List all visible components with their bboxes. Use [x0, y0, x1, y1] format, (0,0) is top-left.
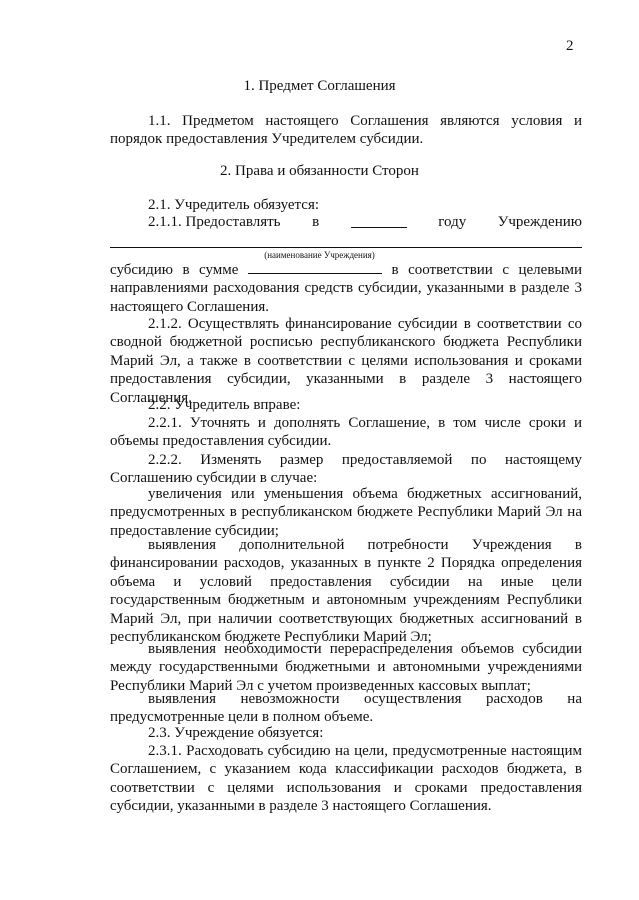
- paragraph-2-1: 2.1. Учредитель обязуется:: [148, 197, 320, 213]
- paragraph-2-2-2: 2.2.2. Изменять размер предоставляемой по настоящему Соглашению субсидии в случае:: [110, 452, 582, 487]
- paragraph-2-1-1-text-a: 2.1.1. Предоставлять: [148, 214, 281, 230]
- paragraph-2-1-1-line: [148, 214, 582, 231]
- year-blank: [351, 214, 407, 228]
- paragraph-2-1-1-text-b: в: [312, 214, 320, 230]
- paragraph-2-2: 2.2. Учредитель вправе:: [148, 397, 301, 413]
- section-1-heading: 1. Предмет Соглашения: [243, 78, 396, 94]
- sum-label: субсидию в сумме: [110, 262, 239, 278]
- paragraph-case-1: увеличения или уменьшения объема бюджетных ассигнований, предусмотренных в республиканском бюджете Республики Марий Эл на предоставление субсидии;: [110, 486, 582, 539]
- paragraph-2-2-1: 2.2.1. Уточнять и дополнять Соглашение, в том числе сроки и объемы предоставления субсидии.: [110, 415, 582, 450]
- paragraph-case-2: выявления дополнительной потребности Учреждения в финансировании расходов, указанных в пункте 2 Порядка определения объема и условий предоставления субсидии на иные цели государственным бюджетным и автономным учреждениям Республики Марий Эл, при наличии соответствующих бюджетных ассигнований в республиканском бюджете Республики Марий Эл;: [110, 537, 582, 646]
- paragraph-1-1: 1.1. Предметом настоящего Соглашения являются условия и порядок предоставления Учредителем субсидии.: [110, 113, 582, 148]
- paragraph-2-1-2: 2.1.2. Осуществлять финансирование субсидии в соответствии со сводной бюджетной росписью республиканского бюджета Республики Марий Эл, а также в соответствии с целями использования и сроками предоставления субсидии, указанными в разделе 3 настоящего Соглашения.: [110, 316, 582, 406]
- paragraph-2-3: 2.3. Учреждение обязуется:: [148, 725, 324, 741]
- paragraph-case-3: выявления необходимости перераспределения объемов субсидии между государственными бюджетными и автономными учреждениями Республики Марий Эл с учетом произведенных кассовых выплат;: [110, 641, 582, 694]
- page-number: 2: [566, 38, 574, 54]
- institution-name-rule: [110, 247, 582, 248]
- paragraph-2-3-1: 2.3.1. Расходовать субсидию на цели, предусмотренные настоящим Соглашением, с указанием кода классификации расходов бюджета, в соответствии с целями использования и сроками предоставления субсидии, указанными в разделе 3 настоящего Соглашения.: [110, 743, 582, 815]
- sum-blank: [248, 260, 382, 274]
- paragraph-2-1-1-text-d: Учреждению: [497, 214, 582, 230]
- institution-name-caption: (наименование Учреждения): [264, 250, 375, 260]
- section-2-heading: 2. Права и обязанности Сторон: [220, 163, 419, 179]
- paragraph-2-1-1-continuation: [110, 260, 582, 316]
- paragraph-case-4: выявления невозможности осуществления расходов на предусмотренные цели в полном объеме.: [110, 691, 582, 726]
- sum-continuation: в соответствии с целевыми направлениями расходования средств субсидии, указанными в разделе 3 настоящего Соглашения.: [110, 262, 583, 315]
- paragraph-2-1-1-text-c: году: [438, 214, 467, 230]
